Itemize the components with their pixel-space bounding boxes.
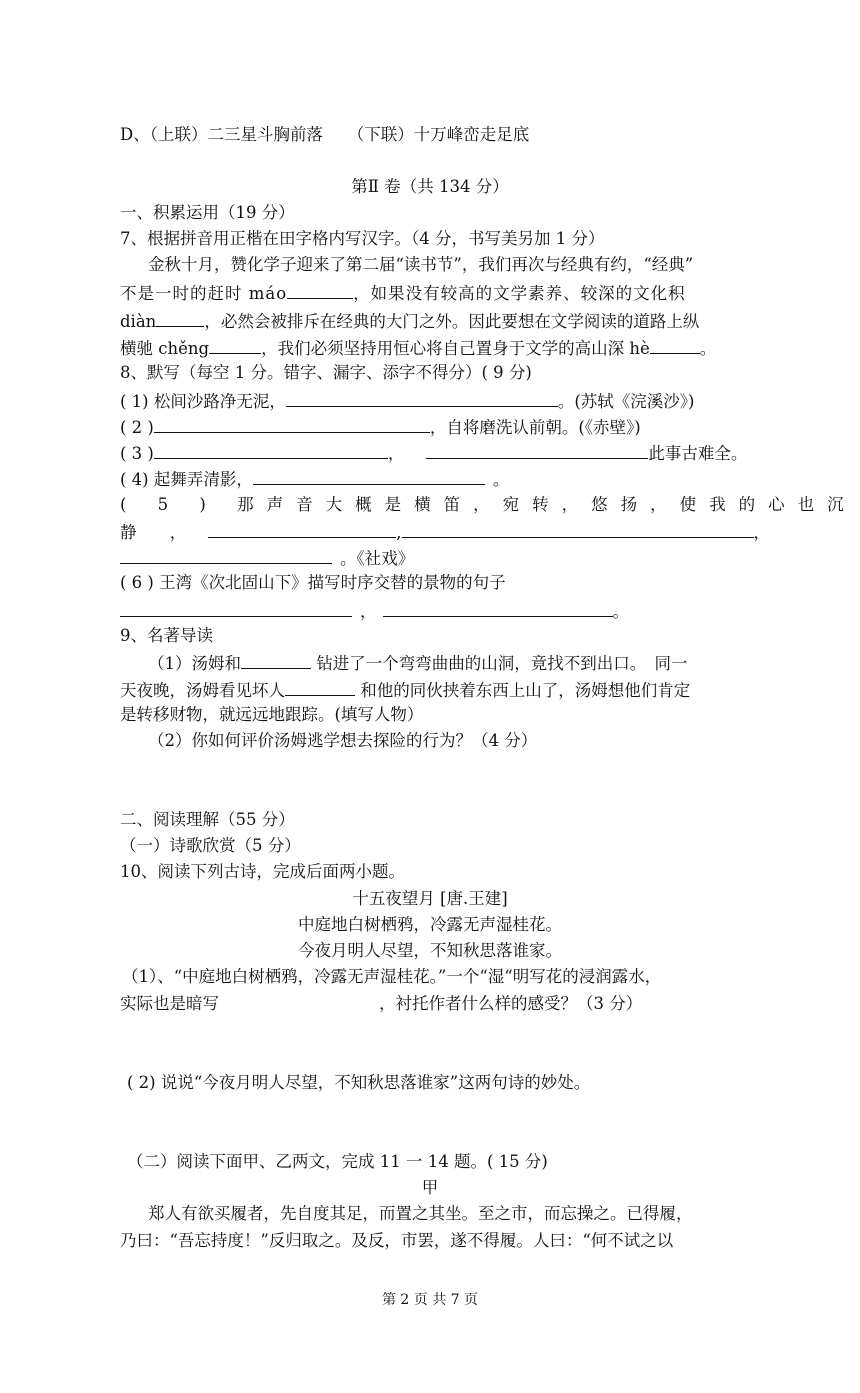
q8-line-3 xyxy=(120,442,747,464)
q10-1-line-2 xyxy=(120,994,642,1014)
q8-line-4-text-a: ( 4) 起舞弄清影， xyxy=(120,470,253,489)
q8-line-6-text-c: ， xyxy=(753,523,770,542)
passage-line-1: 郑人有欲买履者，先自度其足，而置之其坐。至之市，而忘操之。已得履， xyxy=(148,1204,693,1223)
q9-line-3: 是转移财物，就远远地跟踪。(填写人物） xyxy=(120,705,424,724)
q8-line-2 xyxy=(120,416,641,438)
q8-line-6-text-b: , xyxy=(396,523,402,542)
q10-1-line-2-text-a: 实际也是暗写 xyxy=(120,994,219,1013)
q9-line-4: （2）你如何评价汤姆逃学想去探险的行为？（4 分） xyxy=(148,731,538,750)
q9-line-1-text-b: 钻进了一个弯弯曲曲的山洞，竟找不到出口。 同一 xyxy=(311,654,688,673)
q8-line-3-text-b: ， xyxy=(387,444,405,463)
poem-line-1: 中庭地白树栖鸦，冷露无声湿桂花。 xyxy=(298,915,562,934)
q7-line-3 xyxy=(120,310,699,332)
blank-q8-1[interactable] xyxy=(286,390,558,407)
blank-he[interactable] xyxy=(650,337,700,354)
q8-line-7-text-b: 。《社戏》 xyxy=(340,549,415,568)
q8-line-1-text-b: 。(苏轼《浣溪沙》) xyxy=(557,392,695,411)
q8-line-8: ( 6 ) 王湾《次北固山下》描写时序交替的景物的句子 xyxy=(120,573,506,592)
blank-q8-3a[interactable] xyxy=(154,442,388,459)
option-d: D、（上联）二三星斗胸前落 （下联）十万峰峦走足底 xyxy=(120,125,530,144)
section2-sub1: （一）诗歌欣赏（5 分） xyxy=(120,836,301,855)
blank-dian[interactable] xyxy=(156,310,204,327)
blank-q9-1[interactable] xyxy=(241,652,311,669)
q10-1-line-2-text-b: ，衬托作者什么样的感受？（3 分） xyxy=(379,994,643,1013)
q8-line-7 xyxy=(120,547,414,569)
q8-line-2-text-b: ，自将磨洗认前朝。(《赤壁》) xyxy=(429,418,641,437)
q7-line-2-text-a: 不是一时的赶时 máo xyxy=(120,284,288,303)
section2-sub2: （二）阅读下面甲、乙两文，完成 11 一 14 题。( 15 分) xyxy=(127,1152,548,1171)
passage-jia-label: 甲 xyxy=(421,1178,439,1197)
blank-q8-2[interactable] xyxy=(154,416,430,433)
q9-line-1 xyxy=(148,652,688,674)
q8-prompt: 8、默写（每空 1 分。错字、漏字、添字不得分）( 9 分) xyxy=(120,363,532,382)
q7-prompt: 7、根据拼音用正楷在田字格内写汉字。（4 分，书写美另加 1 分） xyxy=(120,229,605,248)
blank-q9-2[interactable] xyxy=(285,679,355,696)
q7-paragraph-1: 金秋十月，赞化学子迎来了第二届“读书节”，我们再次与经典有约，“经典” xyxy=(148,255,694,274)
passage-line-2: 乃曰：“吾忘持度！”反归取之。及反，市罢，遂不得履。人曰：“何不试之以 xyxy=(120,1231,674,1250)
q10-2: ( 2) 说说“今夜月明人尽望，不知秋思落谁家”这两句诗的妙处。 xyxy=(127,1073,591,1092)
q9-line-2 xyxy=(120,679,690,701)
q9-prompt: 9、名著导读 xyxy=(120,626,213,645)
q8-line-6 xyxy=(120,521,770,543)
q8-line-1 xyxy=(120,390,695,412)
q9-line-1-text-a: （1）汤姆和 xyxy=(148,654,241,673)
q10-1-line-1: （1）、“中庭地白树栖鸦，冷露无声湿桂花。”一个“湿“明写花的浸润露水， xyxy=(122,967,662,986)
q7-line-4 xyxy=(120,337,716,359)
volume-heading: 第Ⅱ 卷（共 134 分） xyxy=(351,177,509,196)
q7-line-4-text-c: 。 xyxy=(699,339,717,358)
q7-line-3-text-a: diàn xyxy=(120,312,157,331)
q10-prompt: 10、阅读下列古诗，完成后面两小题。 xyxy=(120,862,405,881)
poem-title: 十五夜望月 [唐.王建] xyxy=(352,889,508,908)
section1-title: 一、积累运用（19 分） xyxy=(120,203,295,222)
q8-line-3-text-c: 此事古难全。 xyxy=(648,444,748,463)
q8-line-9 xyxy=(120,600,629,622)
blank-mao[interactable] xyxy=(287,282,353,299)
q8-line-5: ( 5 ) 那声音大概是横笛，宛转，悠扬，使我的心也沉 xyxy=(120,495,857,514)
q9-line-2-text-a: 天夜晚，汤姆看见坏人 xyxy=(120,681,285,700)
q8-line-9-text-c: 。 xyxy=(612,602,629,621)
q8-line-6-text-a: 静 ， xyxy=(120,523,201,542)
blank-q8-4[interactable] xyxy=(253,468,485,485)
q8-line-1-text-a: ( 1) 松间沙路净无泥， xyxy=(120,392,286,411)
blank-q8-9a[interactable] xyxy=(120,600,352,617)
q8-line-4 xyxy=(120,468,509,490)
q7-line-4-text-a: 横驰 chěng xyxy=(120,339,210,358)
blank-cheng[interactable] xyxy=(209,337,261,354)
q8-line-9-text-b: ， xyxy=(360,602,377,621)
blank-q8-3b[interactable] xyxy=(426,442,648,459)
q8-line-2-text-a: ( 2 ) xyxy=(120,418,154,437)
q7-line-4-text-b: ，我们必须坚持用恒心将自己置身于文学的高山深 hè xyxy=(261,339,650,358)
q7-line-2 xyxy=(120,282,686,304)
q8-line-4-text-b: 。 xyxy=(492,470,510,489)
blank-q8-7[interactable] xyxy=(120,547,332,564)
page-footer: 第 2 页 共 7 页 xyxy=(381,1292,479,1308)
section2-title: 二、阅读理解（55 分） xyxy=(120,810,295,829)
blank-q8-6b[interactable] xyxy=(402,521,754,538)
q7-line-2-text-b: ，如果没有较高的文学素养、较深的文化积 xyxy=(353,284,686,303)
q7-line-3-text-b: ，必然会被排斥在经典的大门之外。因此要想在文学阅读的道路上纵 xyxy=(204,312,700,331)
poem-line-2: 今夜月明人尽望，不知秋思落谁家。 xyxy=(298,941,562,960)
q8-line-3-text-a: ( 3 ) xyxy=(120,444,154,463)
blank-q8-6a[interactable] xyxy=(208,521,396,538)
blank-q8-9b[interactable] xyxy=(383,600,613,617)
q9-line-2-text-b: 和他的同伙挟着东西上山了，汤姆想他们肯定 xyxy=(355,681,691,700)
